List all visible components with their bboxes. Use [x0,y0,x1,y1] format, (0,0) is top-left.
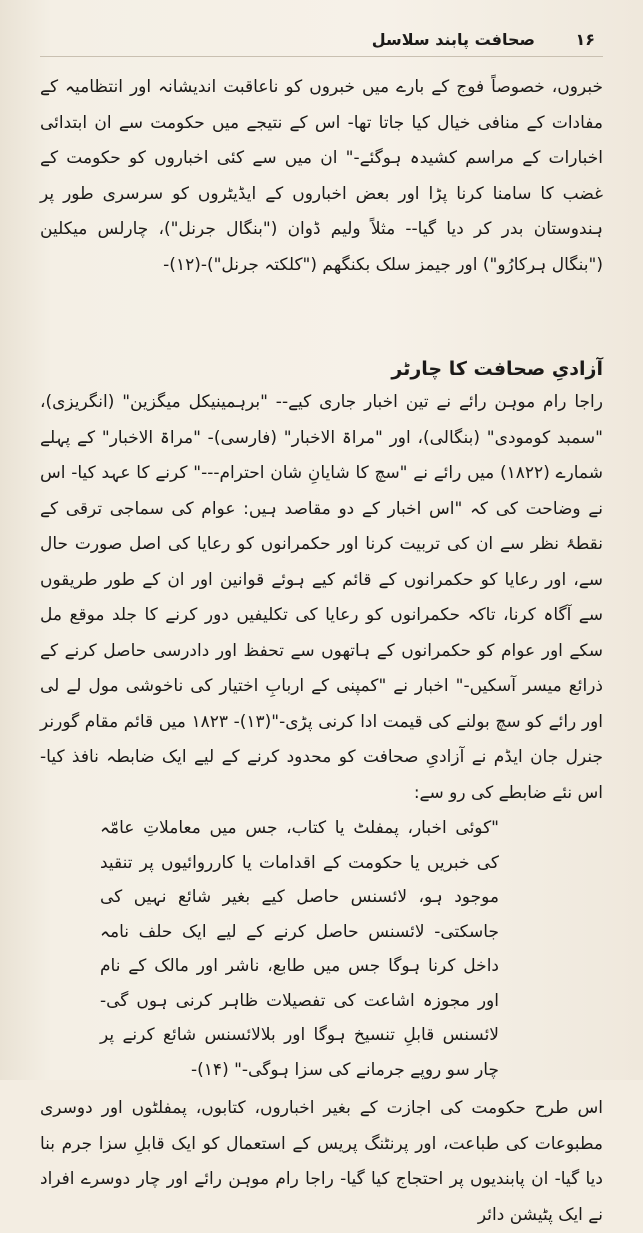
paragraph-3: اس طرح حکومت کی اجازت کے بغیر اخباروں، کتابوں، پمفلٹوں اور دوسری مطبوعات کی طباعت، اور پرنٹنگ پریس کے استعمال کو ایک قابلِ سزا جرم بنا دیا گیا- ان پابندیوں پر احتجاج کیا گیا- راجا رام موہن رائے اور چار دوسرے افراد نے ایک پٹیشن دائر [40,1098,603,1225]
paragraph-1: خبروں، خصوصاً فوج کے بارے میں خبروں کو ناعاقبت اندیشانہ اور انتظامیہ کے مفادات کے منافی خیال کیا جاتا تھا- اس کے نتیجے میں حکومت سے ان ابتدائی اخبارات کے مراسم کشیدہ ہوگئے-" ان میں سے کئی اخباروں کو حکومت کے غضب کا سامنا کرنا پڑا اور بعض اخباروں کے ایڈیٹروں کو سرسری طور پر ہندوستان بدر کر دیا گیا-- مثلاً ولیم ڈوان ("بنگال جرنل")، چارلس میکلین ("بنگال ہرکارُو") اور جیمز سلک بکنگھم ("کلکتہ جرنل")-(۱۲)- [40,77,603,275]
running-title: صحافت پابند سلاسل [371,30,535,49]
page-body [40,70,603,1233]
page-number: ۱۶ [575,30,595,49]
paragraph-2: راجا رام موہن رائے نے تین اخبار جاری کیے-- "برہمینیکل میگزین" (انگریزی)، "سمبد کومودی" (بنگالی)، اور "مراۃ الاخبار" (فارسی)- "مراۃ الاخبار" کے پہلے شمارے (۱۸۲۲) میں رائے نے "سچ کا شایانِ شان احترام---" کرنے کا عہد کیا- اس نے وضاحت کی کہ "اس اخبار کے دو مقاصد ہیں: عوام کی سماجی ترقی کے نقطۂ نظر سے ان کی تربیت کرنا اور حکمرانوں کو رعایا کی اصل صورت حال سے، اور رعایا کو حکمرانوں کے قائم کیے ہوئے قوانین اور ان کے طور طریقوں سے آگاہ کرنا، تاکہ حکمرانوں کو رعایا کی تکلیفیں دور کرنے کا جلد موقع مل سکے اور عوام کو حکمرانوں کے ہاتھوں سے تحفظ اور دادرسی حاصل کرنے کے ذرائع میسر آسکیں-" اخبار نے "کمپنی کے اربابِ اختیار کی ناخوشی مول لے لی اور رائے کو سچ بولنے کی قیمت ادا کرنی پڑی-"(۱۳)- ۱۸۲۳ میں قائم مقام گورنر جنرل جان ایڈم نے آزادیِ صحافت کو محدود کرنے کے لیے ایک ضابطہ نافذ کیا- اس نئے ضابطے کی رو سے: [40,392,603,803]
section-heading: آزادیِ صحافت کا چارٹر [391,358,603,380]
header-divider [40,56,603,57]
block-quote: "کوئی اخبار، پمفلٹ یا کتاب، جس میں معاملاتِ عامّہ کی خبریں یا حکومت کے اقدامات یا کارروائیوں پر تنقید موجود ہو، لائسنس حاصل کیے بغیر شائع نہیں کی جاسکتی- لائسنس حاصل کرنے کے لیے ایک حلف نامہ داخل کرنا ہوگا جس میں طابع، ناشر اور مالک کے نام اور مجوزہ اشاعت کی تفصیلات ظاہر کرنی ہوں گی- لائسنس قابلِ تنسیخ ہوگا اور بلالائسنس شائع کرنے پر چار سو روپے جرمانے کی سزا ہوگی-" (۱۴)- [100,818,499,1080]
page-header [50,30,595,56]
